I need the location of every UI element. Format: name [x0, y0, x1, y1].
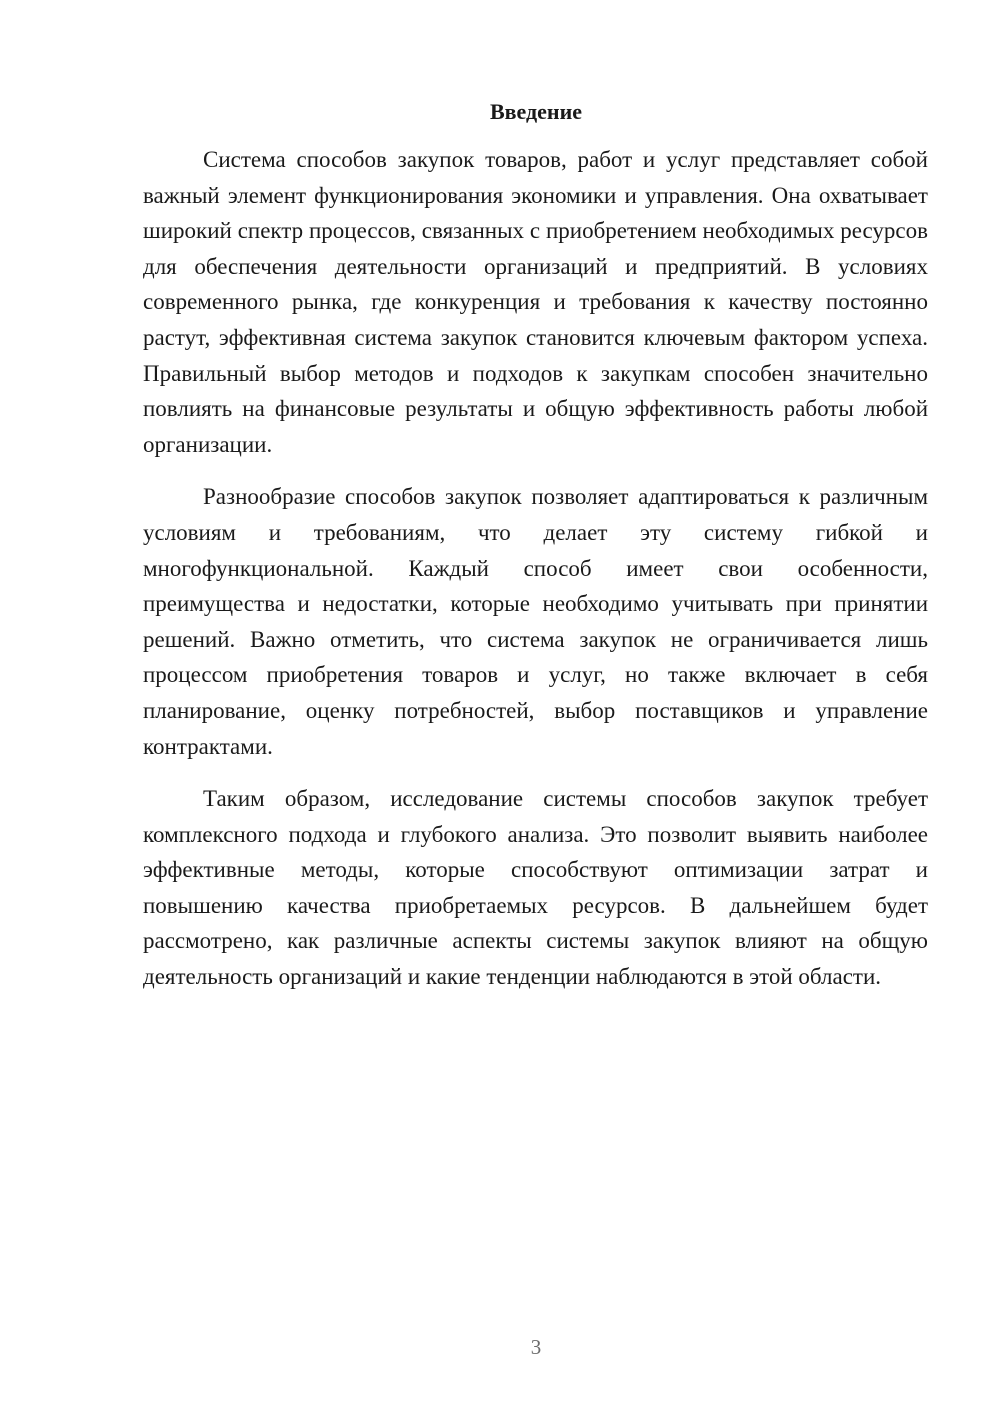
paragraph-2: Разнообразие способов закупок позволяет адаптироваться к различным условиям и требованиям, что делает эту систему гибкой и многофункциональной. Каждый способ имеет свои особенности, преимущества и недостатки, которые необходимо учитывать при принятии решений. Важно отметить, что система закупок не ограничивается лишь процессом приобретения товаров и услуг, но также включает в себя планирование, оценку потребностей, выбор поставщиков и управление контрактами.	[143, 484, 928, 759]
section-title: Введение	[489, 99, 583, 124]
paragraph-3: Таким образом, исследование системы способов закупок требует комплексного подхода и глубокого анализа. Это позволит выявить наиболее эффективные методы, которые способствуют оптимизации затрат и повышению качества приобретаемых ресурсов. В дальнейшем будет рассмотрено, как различные аспекты системы закупок влияют на общую деятельность организаций и какие тенденции наблюдаются в этой области.	[143, 786, 928, 990]
body-text	[143, 142, 928, 995]
page-number: 3	[530, 1335, 542, 1359]
paragraph-1: Система способов закупок товаров, работ и услуг представляет собой важный элемент функционирования экономики и управления. Она охватывает широкий спектр процессов, связанных с приобретением необходимых ресурсов для обеспечения деятельности организаций и предприятий. В условиях современного рынка, где конкуренция и требования к качеству постоянно растут, эффективная система закупок становится ключевым фактором успеха. Правильный выбор методов и подходов к закупкам способен значительно повлиять на финансовые результаты и общую эффективность работы любой организации.	[143, 147, 928, 457]
